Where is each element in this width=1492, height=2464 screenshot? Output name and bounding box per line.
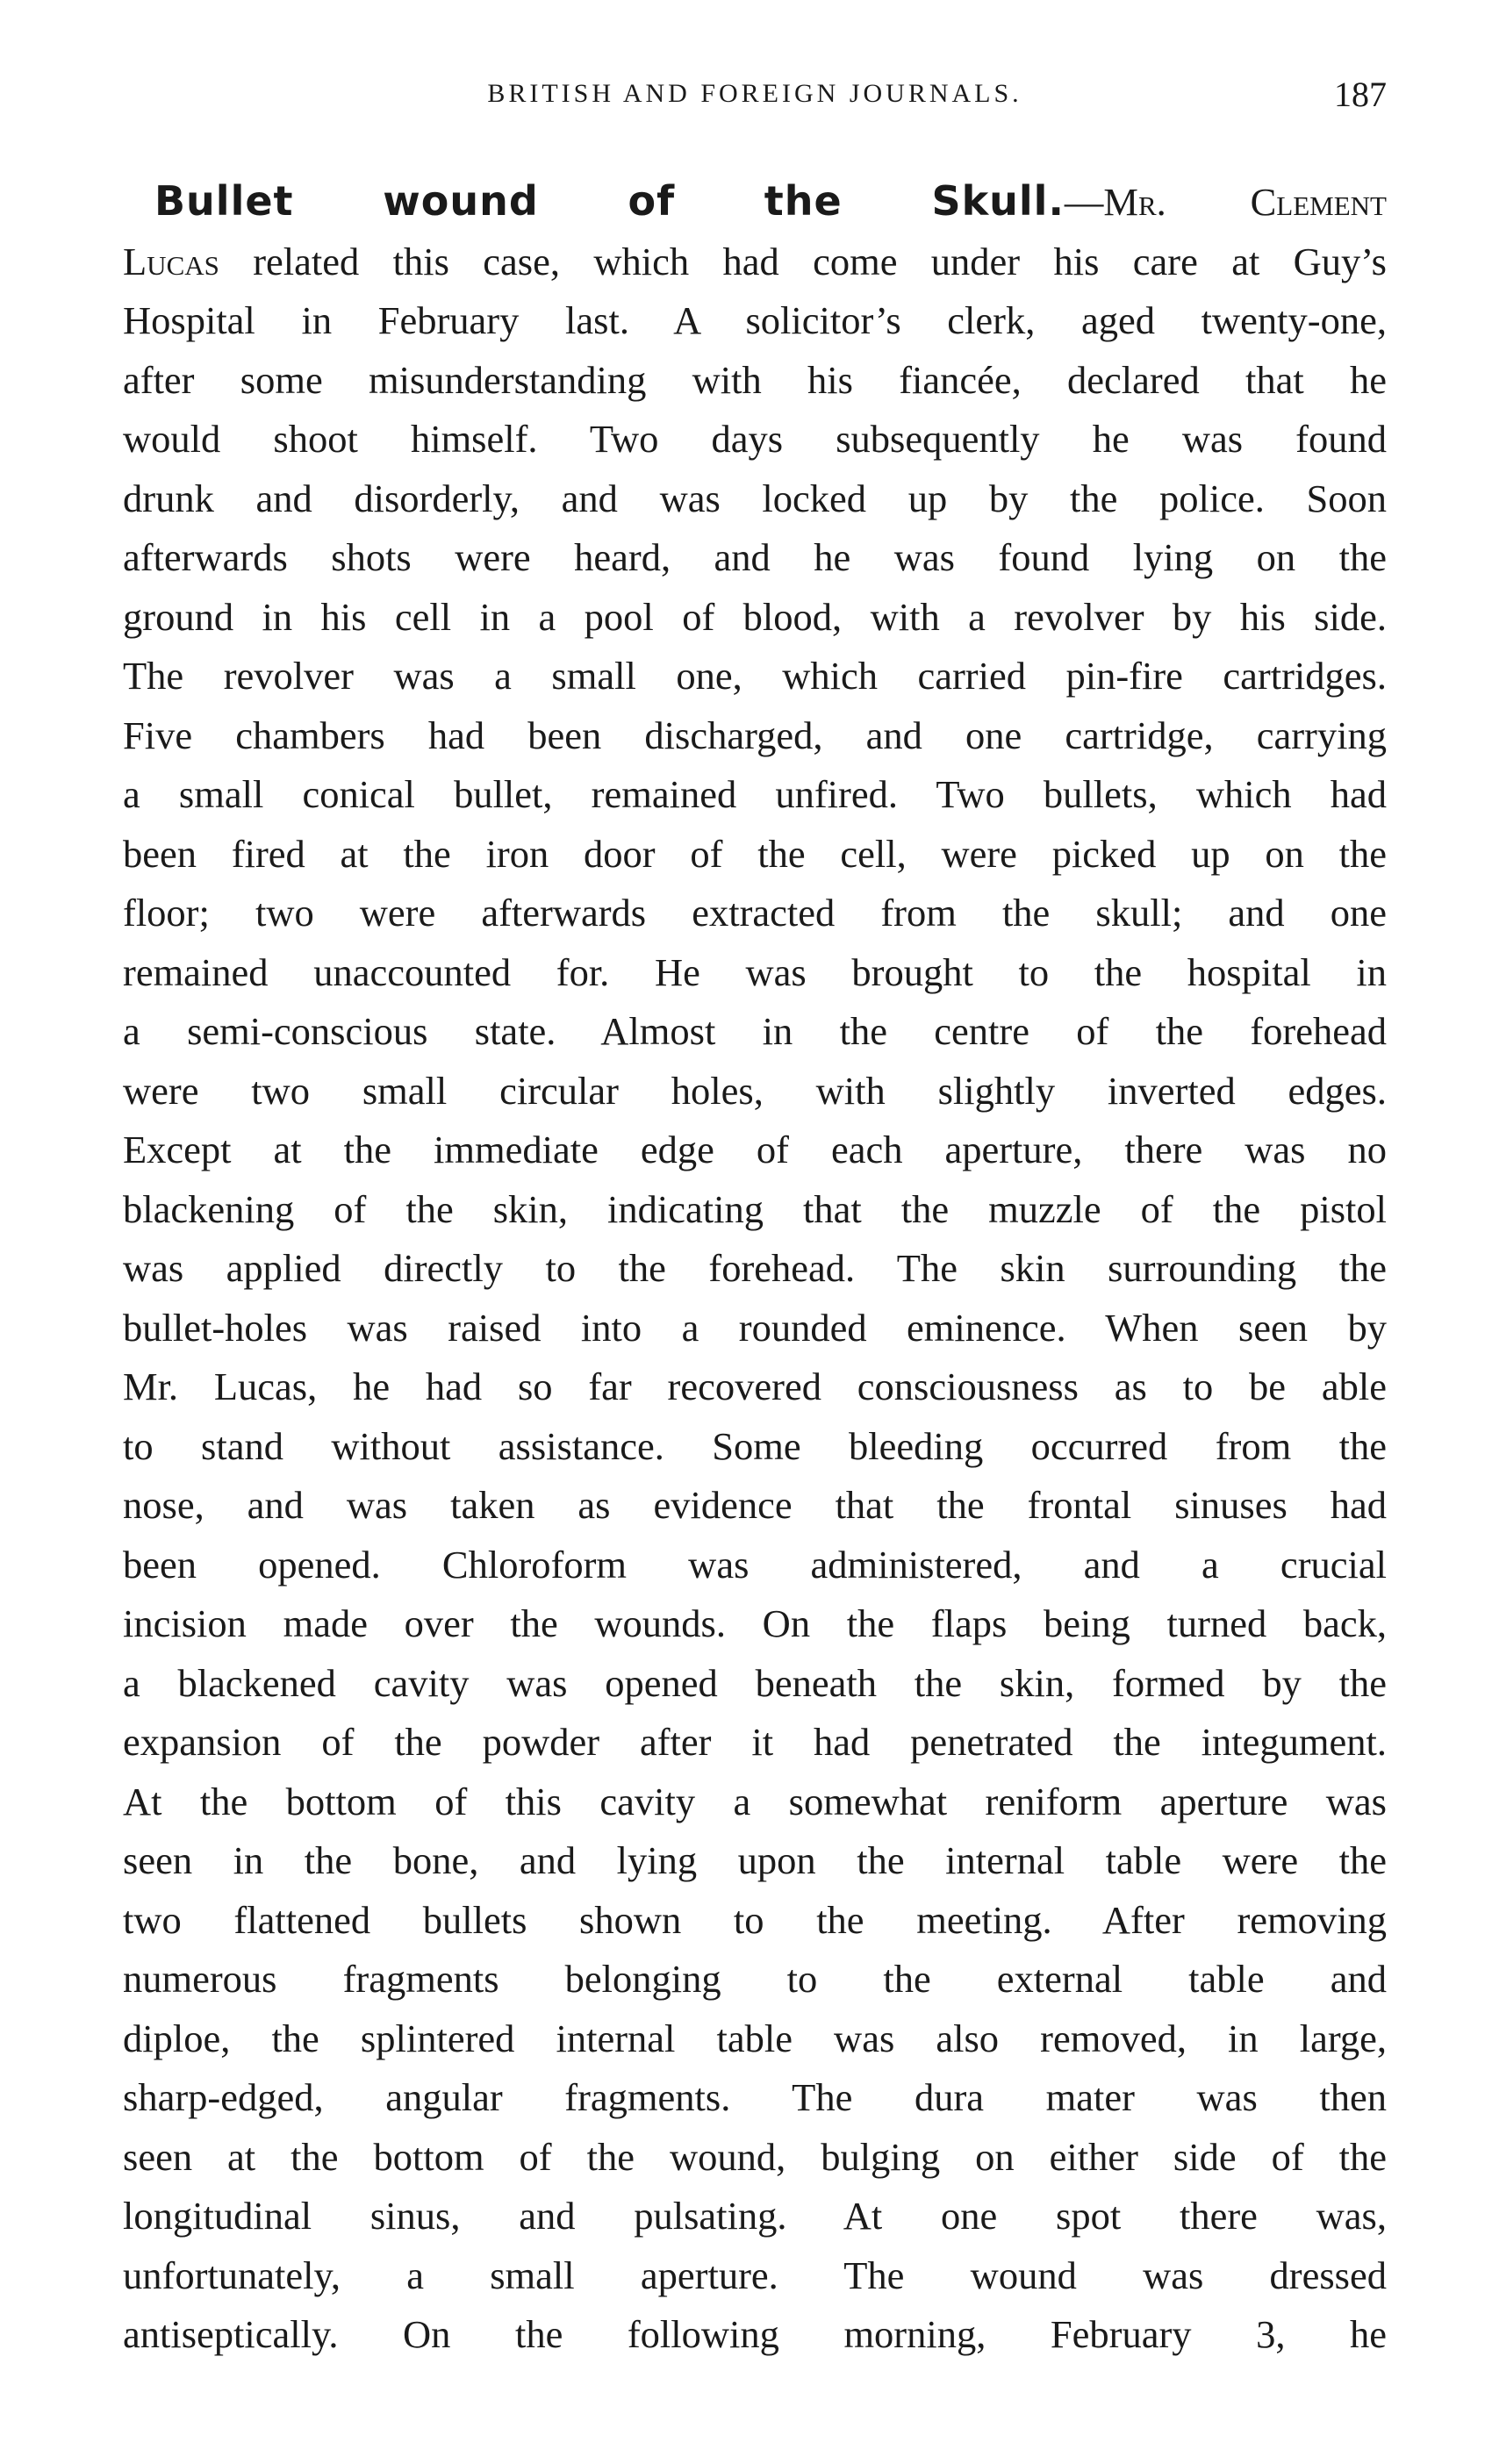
- author-name: Mr. Clement: [1103, 180, 1387, 224]
- text-line: drunk and disorderly, and was locked up by the police. Soon: [123, 476, 1387, 520]
- text-line: blackening of the skin, indicating that the muzzle of the pistol: [123, 1186, 1387, 1231]
- text-line-content: related this case, which had come under his care at Guy’s: [219, 239, 1387, 283]
- text-line: sharp-edged, angular fragments. The dura mater was then: [123, 2075, 1387, 2119]
- text-line: seen in the bone, and lying upon the internal table were the: [123, 1838, 1387, 1882]
- text-line: expansion of the powder after it had penetrated the integument.: [123, 1720, 1387, 1764]
- heading-line: [123, 172, 1387, 233]
- text-line: diploe, the splintered internal table was also removed, in large,: [123, 2016, 1387, 2060]
- text-line: [123, 233, 1387, 292]
- page-number: 187: [1334, 75, 1387, 114]
- text-line: ground in his cell in a pool of blood, with a revolver by his side.: [123, 594, 1387, 639]
- text-line: At the bottom of this cavity a somewhat reniform aperture was: [123, 1779, 1387, 1823]
- text-line: bullet-holes was raised into a rounded eminence. When seen by: [123, 1305, 1387, 1350]
- text-line: Five chambers had been discharged, and one cartridge, carrying: [123, 713, 1387, 757]
- journal-title: BRITISH AND FOREIGN JOURNALS.: [487, 79, 1022, 108]
- article-heading: Bullet wound of the Skull.: [154, 177, 1065, 225]
- text-line: numerous fragments belonging to the external table and: [123, 1957, 1387, 2001]
- running-header: [123, 75, 1387, 132]
- text-line: after some misunderstanding with his fiancée, declared that he: [123, 357, 1387, 402]
- text-line: been opened. Chloroform was administered, and a crucial: [123, 1542, 1387, 1587]
- text-line: remained unaccounted for. He was brought to the hospital in: [123, 949, 1387, 994]
- text-line: were two small circular holes, with slightly inverted edges.: [123, 1068, 1387, 1113]
- text-line: unfortunately, a small aperture. The wound was dressed: [123, 2253, 1387, 2297]
- text-line: antiseptically. On the following morning, February 3, he: [123, 2312, 1387, 2356]
- heading-dash: —: [1064, 180, 1104, 224]
- text-line: Mr. Lucas, he had so far recovered consciousness as to be able: [123, 1365, 1387, 1408]
- text-line: a small conical bullet, remained unfired. Two bullets, which had: [123, 772, 1387, 816]
- text-line: two flattened bullets shown to the meeting. After removing: [123, 1897, 1387, 1942]
- text-line: would shoot himself. Two days subsequently he was found: [123, 417, 1387, 461]
- text-line: was applied directly to the forehead. The skin surrounding the: [123, 1246, 1387, 1290]
- text-line: seen at the bottom of the wound, bulging on either side of the: [123, 2134, 1387, 2179]
- text-line: incision made over the wounds. On the flaps being turned back,: [123, 1601, 1387, 1645]
- author-name-continued: Lucas: [123, 239, 219, 283]
- text-line: nose, and was taken as evidence that the frontal sinuses had: [123, 1483, 1387, 1527]
- text-line: been fired at the iron door of the cell, were picked up on the: [123, 831, 1387, 876]
- text-line: Except at the immediate edge of each aperture, there was no: [123, 1128, 1387, 1171]
- text-line: to stand without assistance. Some bleeding occurred from the: [123, 1423, 1387, 1468]
- text-line: The revolver was a small one, which carried pin-fire cartridges.: [123, 654, 1387, 698]
- article-body: [123, 172, 1387, 2365]
- text-line: a semi-conscious state. Almost in the centre of the forehead: [123, 1009, 1387, 1053]
- text-line: Hospital in February last. A solicitor’s clerk, aged twenty-one,: [123, 298, 1387, 342]
- text-line: a blackened cavity was opened beneath the skin, formed by the: [123, 1660, 1387, 1705]
- text-line: longitudinal sinus, and pulsating. At one spot there was,: [123, 2194, 1387, 2238]
- text-line: floor; two were afterwards extracted from the skull; and one: [123, 891, 1387, 935]
- text-line: afterwards shots were heard, and he was found lying on the: [123, 535, 1387, 579]
